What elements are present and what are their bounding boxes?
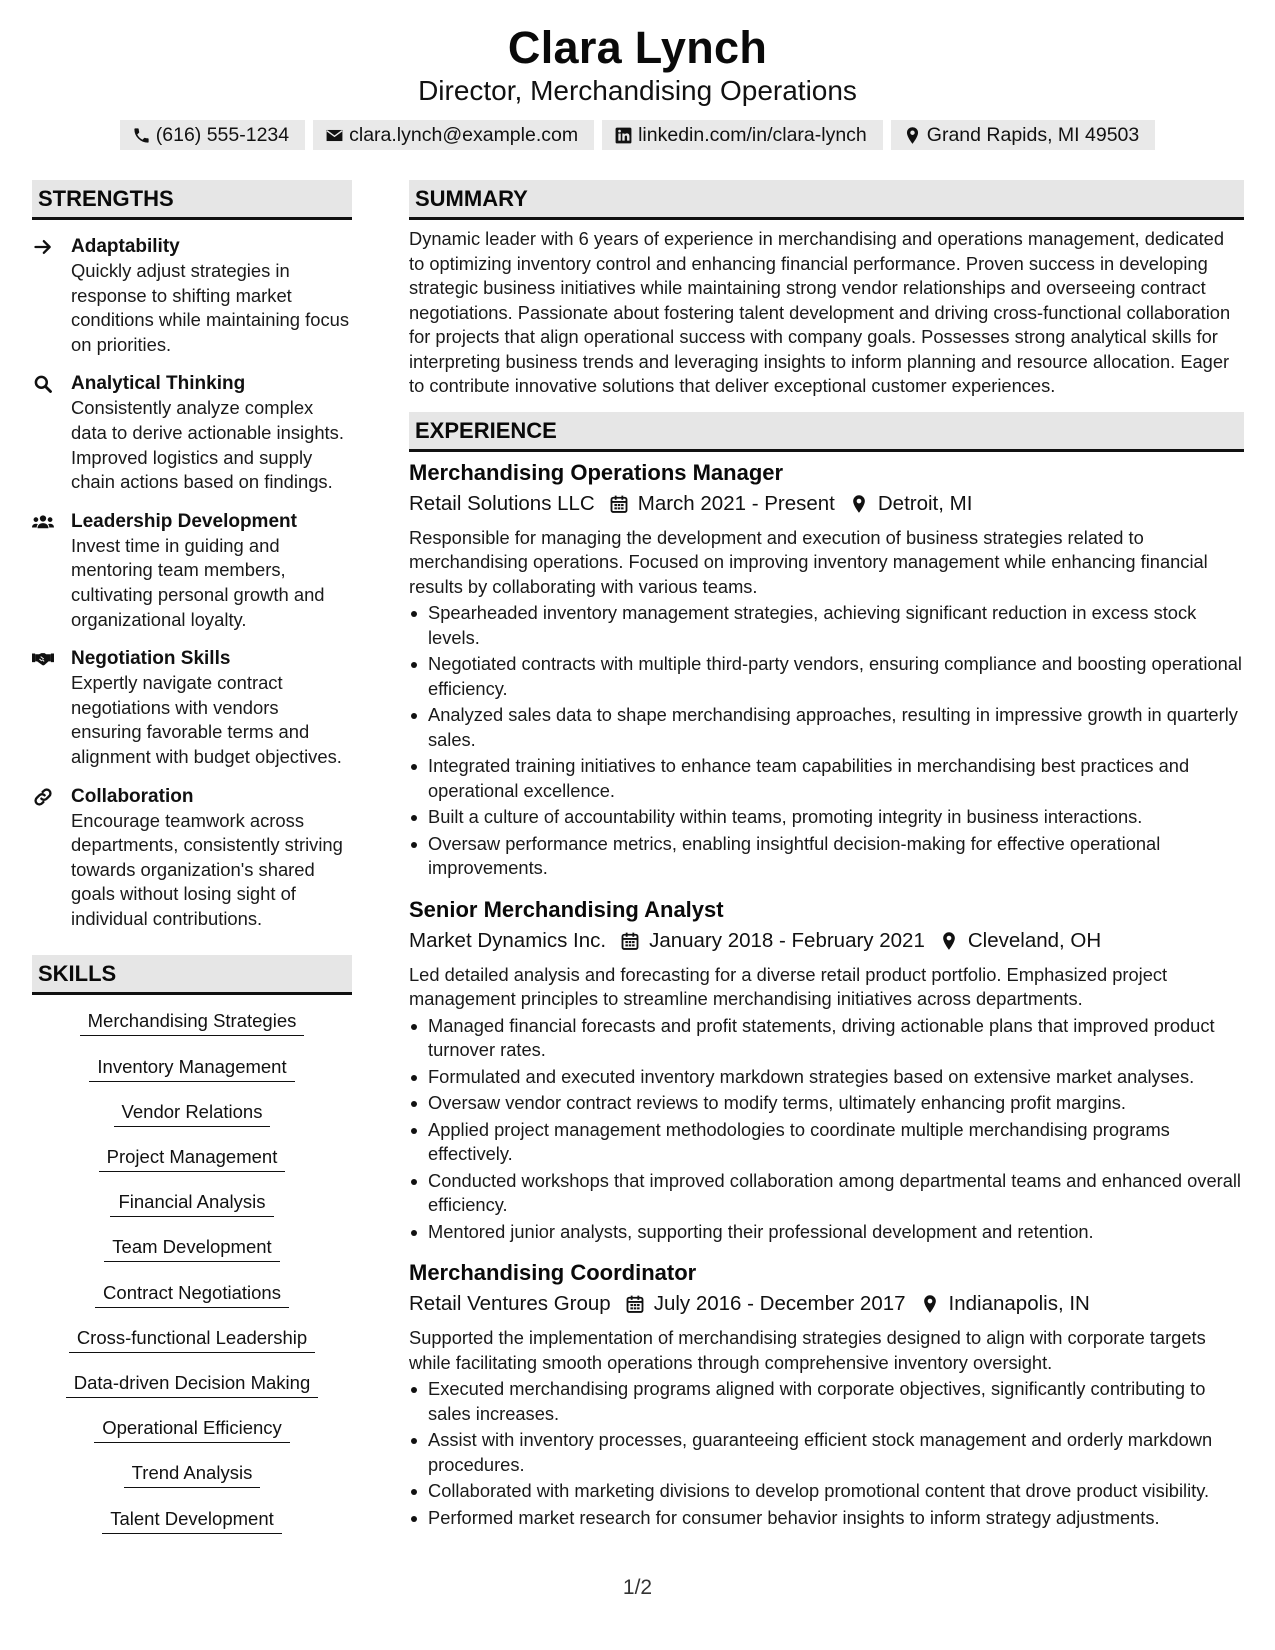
calendar-icon — [625, 1294, 645, 1314]
skill-label: Financial Analysis — [110, 1189, 273, 1217]
arrow-right-icon — [32, 237, 54, 257]
map-pin-icon — [939, 931, 959, 951]
strengths-heading: STRENGTHS — [32, 180, 352, 220]
handshake-icon — [32, 649, 54, 669]
skill-item — [32, 1370, 352, 1415]
candidate-title: Director, Merchandising Operations — [418, 75, 857, 106]
contact-text: clara.lynch@example.com — [349, 124, 579, 146]
skill-list — [32, 1008, 352, 1550]
skill-item — [32, 1415, 352, 1460]
skill-item — [32, 1008, 352, 1053]
bullet-item: Built a culture of accountability within teams, promoting integrity in business interactions. — [409, 805, 1244, 830]
strength-item — [32, 646, 352, 769]
company-name: Market Dynamics Inc. — [409, 928, 607, 952]
skill-item — [32, 1280, 352, 1325]
magnifier-icon — [32, 374, 54, 394]
strength-name: Negotiation Skills — [71, 648, 231, 670]
job-location: Indianapolis, IN — [948, 1292, 1090, 1315]
strength-item — [32, 234, 352, 357]
skill-label: Vendor Relations — [114, 1099, 271, 1127]
resume-header — [0, 22, 1275, 150]
strength-desc: Invest time in guiding and mentoring team members, cultivating personal growth and organizational loyalty. — [71, 534, 325, 630]
skill-label: Trend Analysis — [124, 1460, 261, 1488]
contact-linkedin[interactable] — [602, 120, 883, 150]
job-dates: July 2016 - December 2017 — [653, 1292, 906, 1315]
bullet-item: Integrated training initiatives to enhance team capabilities in merchandising best practices and operational excellence. — [409, 754, 1244, 803]
skill-label: Team Development — [104, 1234, 279, 1262]
link-icon — [32, 787, 54, 807]
skill-label: Project Management — [99, 1144, 286, 1172]
bullet-item: Analyzed sales data to shape merchandising approaches, resulting in impressive growth in quarterly sales. — [409, 703, 1244, 752]
experience-heading: EXPERIENCE — [409, 412, 1244, 452]
contact-location[interactable] — [891, 120, 1155, 150]
envelope-icon — [325, 126, 344, 145]
skill-label: Contract Negotiations — [95, 1280, 289, 1308]
strength-desc: Quickly adjust strategies in response to shifting market conditions while maintaining focus on priorities. — [71, 260, 350, 355]
map-pin-icon — [920, 1294, 940, 1314]
bullet-item: Managed financial forecasts and profit statements, driving actionable plans that improved product turnover rates. — [409, 1014, 1244, 1063]
job-dates: January 2018 - February 2021 — [649, 928, 925, 952]
skill-item — [32, 1460, 352, 1505]
bullet-item: Performed market research for consumer behavior insights to inform strategy adjustments. — [409, 1506, 1244, 1531]
candidate-name: Clara Lynch — [507, 22, 768, 73]
skill-label: Inventory Management — [89, 1054, 294, 1082]
skill-item — [32, 1054, 352, 1099]
summary-text: Dynamic leader with 6 years of experience in merchandising and operations management, dedicated to optimizing inventory control and enhancing financial performance. Proven success in developing strategic business initiatives while maintaining strong vendor relationships and overseeing contract negotiations. Passionate about fostering talent development and driving cross-functional collaboration for projects that align operational success with company goals. Possesses strong analytical skills for interpreting business trends and leveraging insights to inform planning and resource allocation. Eager to contribute innovative solutions that deliver exceptional customer experiences. — [409, 228, 1231, 396]
skill-label: Operational Efficiency — [94, 1415, 290, 1443]
skill-label: Merchandising Strategies — [80, 1008, 305, 1036]
bullet-item: Assist with inventory processes, guaranteeing efficient stock management and orderly markdown procedures. — [409, 1428, 1244, 1477]
job-description: Led detailed analysis and forecasting for a diverse retail product portfolio. Emphasized project management principles to streamline merchandising initiatives across departments. — [409, 963, 1168, 1009]
skills-heading: SKILLS — [32, 955, 352, 995]
strength-name: Analytical Thinking — [71, 373, 246, 395]
strength-name: Collaboration — [71, 785, 194, 807]
bullet-item: Negotiated contracts with multiple third-party vendors, ensuring compliance and boosting operational efficiency. — [409, 652, 1244, 701]
skill-item — [32, 1325, 352, 1370]
strength-name: Adaptability — [71, 236, 180, 257]
skills-section — [32, 955, 352, 1550]
skill-item — [32, 1099, 352, 1144]
job-dates: March 2021 - Present — [637, 491, 835, 515]
calendar-icon — [620, 931, 640, 951]
skill-label: Talent Development — [102, 1506, 282, 1534]
job-title: Senior Merchandising Analyst — [409, 896, 724, 922]
job-description: Responsible for managing the development and execution of business strategies related to merchandising operations. Focused on improving inventory management while enhancing financial results by collaborating with various teams. — [409, 526, 1208, 597]
contact-text: Grand Rapids, MI 49503 — [926, 124, 1140, 146]
job-bullets — [409, 1014, 1244, 1245]
map-pin-icon — [849, 494, 869, 514]
bullet-item: Mentored junior analysts, supporting their professional development and retention. — [409, 1220, 1244, 1245]
skill-label: Cross-functional Leadership — [69, 1325, 315, 1353]
phone-icon — [132, 126, 151, 145]
contact-text: (616) 555-1234 — [155, 124, 290, 146]
job-entry — [409, 458, 1244, 881]
bullet-item: Collaborated with marketing divisions to develop promotional content that drove product visibility. — [409, 1479, 1244, 1504]
contact-phone[interactable] — [120, 120, 305, 150]
left-column — [32, 180, 352, 1551]
strength-desc: Encourage teamwork across departments, consistently striving towards organization's shared goals without losing sight of individual contributions. — [71, 809, 343, 929]
linkedin-icon — [614, 126, 633, 145]
right-column — [409, 180, 1244, 1532]
job-meta — [409, 1289, 1244, 1319]
users-icon — [32, 512, 54, 532]
strength-item — [32, 509, 352, 632]
page-number: 1/2 — [622, 1576, 653, 1599]
job-title: Merchandising Operations Manager — [409, 459, 784, 485]
bullet-item: Applied project management methodologies to coordinate multiple merchandising programs effectively. — [409, 1118, 1244, 1167]
job-entry — [409, 895, 1244, 1245]
bullet-item: Oversaw vendor contract reviews to modify terms, ultimately enhancing profit margins. — [409, 1091, 1244, 1116]
job-entry — [409, 1258, 1244, 1530]
bullet-item: Formulated and executed inventory markdown strategies based on extensive market analyses. — [409, 1065, 1244, 1090]
strength-name: Leadership Development — [71, 510, 297, 532]
skill-item — [32, 1189, 352, 1234]
skill-item — [32, 1506, 352, 1551]
contact-bar — [0, 120, 1275, 150]
bullet-item: Conducted workshops that improved collaboration among departmental teams and enhanced overall efficiency. — [409, 1169, 1244, 1218]
strength-item — [32, 371, 352, 494]
job-meta — [409, 489, 1244, 519]
bullet-item: Spearheaded inventory management strategies, achieving significant reduction in excess stock levels. — [409, 601, 1244, 650]
skill-item — [32, 1234, 352, 1279]
bullet-item: Executed merchandising programs aligned with corporate objectives, significantly contributing to sales increases. — [409, 1377, 1244, 1426]
strength-item — [32, 784, 352, 932]
job-bullets — [409, 601, 1244, 881]
skill-item — [32, 1144, 352, 1189]
map-pin-icon — [903, 126, 922, 145]
skill-label: Data-driven Decision Making — [66, 1370, 319, 1398]
job-location: Detroit, MI — [877, 491, 973, 515]
strength-desc: Consistently analyze complex data to derive actionable insights. Improved logistics and supply chain actions based on findings. — [71, 397, 344, 493]
summary-heading: SUMMARY — [409, 180, 1244, 220]
job-description: Supported the implementation of merchandising strategies designed to align with corporate targets while facilitating smooth operations through comprehensive inventory oversight. — [409, 1327, 1206, 1373]
job-bullets — [409, 1377, 1244, 1530]
contact-email[interactable] — [313, 120, 594, 150]
job-meta — [409, 926, 1244, 956]
job-location: Cleveland, OH — [967, 928, 1102, 952]
contact-text: linkedin.com/in/clara-lynch — [638, 124, 867, 146]
bullet-item: Oversaw performance metrics, enabling insightful decision-making for effective operational improvements. — [409, 832, 1244, 881]
strength-desc: Expertly navigate contract negotiations with vendors ensuring favorable terms and alignment with budget objectives. — [71, 672, 342, 767]
company-name: Retail Ventures Group — [409, 1292, 611, 1315]
calendar-icon — [609, 494, 629, 514]
job-title: Merchandising Coordinator — [409, 1260, 697, 1285]
company-name: Retail Solutions LLC — [409, 491, 595, 515]
